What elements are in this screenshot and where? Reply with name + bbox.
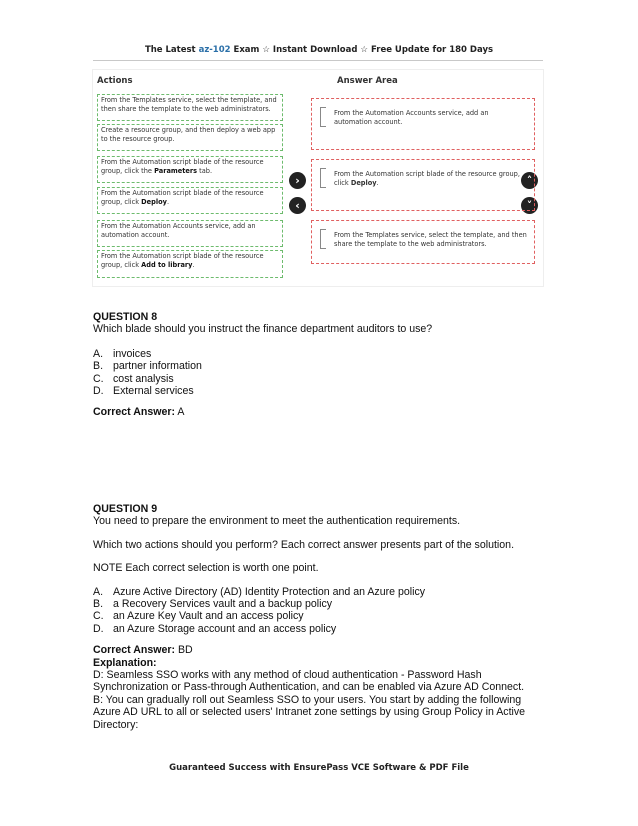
question-8-block: [93, 311, 543, 419]
action-item[interactable]: From the Automation script blade of the resource group, click the Parameters tab.: [97, 156, 283, 183]
exam-code: az-102: [198, 45, 231, 55]
answer-slot[interactable]: From the Templates service, select the template, and then share the template to the web administrators.: [311, 220, 535, 264]
option-d: D. an Azure Storage account and an access policy: [93, 622, 337, 635]
action-item[interactable]: From the Automation script blade of the resource group, click Deploy.: [97, 187, 283, 214]
slot-bracket: [320, 168, 326, 188]
move-right-icon[interactable]: ›: [289, 172, 306, 189]
question-9-text: You need to prepare the environment to meet the authentication requirements.: [93, 515, 461, 528]
slot-bracket: [320, 229, 326, 249]
move-down-icon[interactable]: ˅: [521, 197, 538, 214]
move-up-icon[interactable]: ˄: [521, 172, 538, 189]
explanation-line: B: You can gradually roll out Seamless SSO to your users. You start by adding the following: [93, 693, 522, 706]
action-item[interactable]: From the Automation script blade of the resource group, click Add to library.: [97, 250, 283, 278]
question-8-text: Which blade should you instruct the finance department auditors to use?: [93, 323, 433, 336]
answer-slot[interactable]: From the Automation Accounts service, add an automation account.: [311, 98, 535, 150]
question-8-title: QUESTION 8: [93, 311, 158, 323]
answer-slot[interactable]: From the Automation script blade of the resource group, click Deploy.: [311, 159, 535, 211]
explanation-label: Explanation:: [93, 656, 157, 669]
option-c: C. cost analysis: [93, 372, 174, 385]
header-prefix: The Latest: [144, 45, 199, 55]
header-suffix: Exam ☆ Instant Download ☆ Free Update for 180 Days: [230, 45, 494, 55]
actions-title: Actions: [97, 76, 133, 86]
action-item[interactable]: Create a resource group, and then deploy a web app to the resource group.: [97, 124, 283, 151]
option-a: A. Azure Active Directory (AD) Identity Protection and an Azure policy: [93, 585, 426, 598]
slot-bracket: [320, 107, 326, 127]
action-item[interactable]: From the Templates service, select the template, and then share the template to the web administrators.: [97, 94, 283, 121]
option-b: B. partner information: [93, 360, 202, 373]
question-9-title: QUESTION 9: [93, 503, 158, 515]
answer-area-title: Answer Area: [337, 76, 398, 86]
question-9-answer: Correct Answer: BD: [93, 644, 193, 657]
action-item[interactable]: From the Automation Accounts service, add an automation account.: [97, 220, 283, 247]
option-b: B. a Recovery Services vault and a backup policy: [93, 598, 333, 611]
option-d: D. External services: [93, 385, 194, 398]
explanation-line: Azure AD URL to all or selected users' Intranet zone settings by using Group Policy in Active: [93, 706, 526, 719]
explanation-line: D: Seamless SSO works with any method of cloud authentication - Password Hash: [93, 669, 482, 682]
question-9-block: [93, 503, 543, 731]
drag-drop-figure: [93, 70, 543, 286]
explanation-line: Directory:: [93, 718, 139, 731]
option-c: C. an Azure Key Vault and an access policy: [93, 610, 304, 623]
page-footer: Guaranteed Success with EnsurePass VCE Software & PDF File: [169, 763, 469, 773]
option-a: A. invoices: [93, 347, 152, 360]
move-left-icon[interactable]: ‹: [289, 197, 306, 214]
header-divider: [93, 60, 543, 61]
page-header: [0, 45, 638, 55]
question-9-note: NOTE Each correct selection is worth one point.: [93, 562, 319, 575]
explanation-line: Synchronization or Pass-through Authentication, and can be enabled via Azure AD Connect.: [93, 681, 525, 694]
question-9-instruction: Which two actions should you perform? Each correct answer presents part of the solution.: [93, 538, 515, 551]
question-8-answer: Correct Answer: A: [93, 406, 185, 419]
